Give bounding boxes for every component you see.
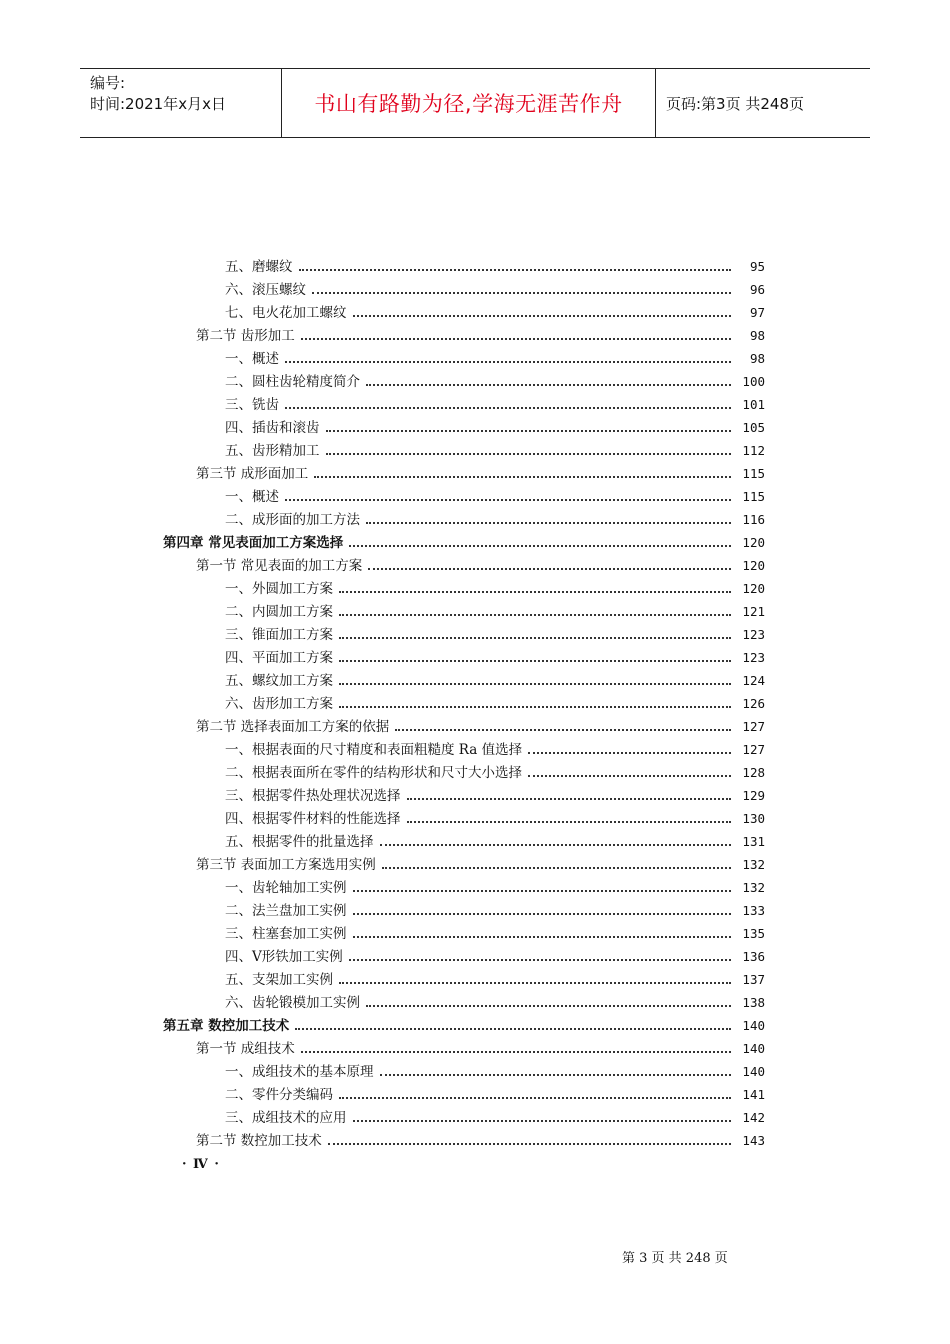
toc-page: 128 <box>742 765 765 780</box>
toc-page: 141 <box>742 1087 765 1102</box>
toc-label: 五、磨螺纹 <box>225 259 293 275</box>
toc-page: 138 <box>742 995 765 1010</box>
toc-entry <box>225 436 765 459</box>
toc-leader <box>353 890 732 892</box>
toc-leader <box>285 407 731 409</box>
toc-leader <box>339 706 731 708</box>
toc-label: 第二节 数控加工技术 <box>196 1133 322 1149</box>
toc-leader <box>353 936 732 938</box>
toc-chapter <box>163 528 765 551</box>
toc-entry <box>225 896 765 919</box>
toc-section <box>196 712 765 735</box>
toc-label: 二、根据表面所在零件的结构形状和尺寸大小选择 <box>225 765 522 781</box>
toc-page: 123 <box>742 650 765 665</box>
toc-label: 四、平面加工方案 <box>225 650 333 666</box>
toc-label: 第五章 数控加工技术 <box>163 1018 290 1034</box>
toc-entry <box>225 482 765 505</box>
time-label: 时间:2021年x月x日 <box>90 95 226 113</box>
toc-page: 135 <box>742 926 765 941</box>
toc-leader <box>353 315 732 317</box>
toc-leader <box>380 1074 732 1076</box>
toc-leader <box>349 959 731 961</box>
toc-entry <box>225 666 765 689</box>
toc-entry <box>225 919 765 942</box>
toc-page: 115 <box>742 489 765 504</box>
toc-label: 第三节 成形面加工 <box>196 466 309 482</box>
toc-page: 143 <box>742 1133 765 1148</box>
toc-section <box>196 551 765 574</box>
toc-leader <box>301 338 731 340</box>
toc-label: 一、齿轮轴加工实例 <box>225 880 347 896</box>
toc-label: 四、V形铁加工实例 <box>225 949 343 965</box>
toc-entry <box>225 597 765 620</box>
toc-page: 98 <box>749 328 765 343</box>
toc-leader <box>295 1028 731 1030</box>
toc-page: 112 <box>742 443 765 458</box>
toc-leader <box>407 821 732 823</box>
toc-chapter <box>163 1011 765 1034</box>
toc-entry <box>225 298 765 321</box>
toc-label: 七、电火花加工螺纹 <box>225 305 347 321</box>
toc-label: 六、滚压螺纹 <box>225 282 306 298</box>
toc-page: 115 <box>742 466 765 481</box>
toc-label: 一、成组技术的基本原理 <box>225 1064 374 1080</box>
toc-page: 133 <box>742 903 765 918</box>
toc-label: 三、铣齿 <box>225 397 279 413</box>
toc-entry <box>225 390 765 413</box>
toc-label: 二、内圆加工方案 <box>225 604 333 620</box>
toc-entry <box>225 781 765 804</box>
toc-label: 二、法兰盘加工实例 <box>225 903 347 919</box>
toc-label: 第三节 表面加工方案选用实例 <box>196 857 376 873</box>
roman-page-number: · Ⅳ · <box>182 1157 220 1172</box>
toc-page: 96 <box>749 282 765 297</box>
toc-label: 第一节 成组技术 <box>196 1041 295 1057</box>
toc-page: 97 <box>749 305 765 320</box>
toc-page: 120 <box>742 535 765 550</box>
toc-page: 120 <box>742 558 765 573</box>
motto: 书山有路勤为径,学海无涯苦作舟 <box>282 69 656 137</box>
toc-entry <box>225 1057 765 1080</box>
header-meta <box>80 69 282 137</box>
toc-label: 第四章 常见表面加工方案选择 <box>163 535 344 551</box>
toc-leader <box>326 430 732 432</box>
toc-leader <box>407 798 732 800</box>
toc-page: 131 <box>742 834 765 849</box>
toc-page: 142 <box>742 1110 765 1125</box>
toc-entry <box>225 827 765 850</box>
toc-label: 一、外圆加工方案 <box>225 581 333 597</box>
toc-entry <box>225 620 765 643</box>
toc-page: 137 <box>742 972 765 987</box>
toc-label: 五、支架加工实例 <box>225 972 333 988</box>
toc-leader <box>339 1097 731 1099</box>
toc-section <box>196 459 765 482</box>
toc-page: 116 <box>742 512 765 527</box>
toc-page: 136 <box>742 949 765 964</box>
toc-leader <box>366 384 731 386</box>
toc-entry <box>225 367 765 390</box>
toc-label: 三、根据零件热处理状况选择 <box>225 788 401 804</box>
toc-leader <box>366 1005 731 1007</box>
toc-page: 100 <box>742 374 765 389</box>
toc-label: 二、圆柱齿轮精度简介 <box>225 374 360 390</box>
toc-leader <box>301 1051 731 1053</box>
toc-leader <box>326 453 732 455</box>
toc-entry <box>225 965 765 988</box>
toc-label: 三、成组技术的应用 <box>225 1110 347 1126</box>
toc-label: 五、齿形精加工 <box>225 443 320 459</box>
toc-entry <box>225 758 765 781</box>
toc-leader <box>328 1143 731 1145</box>
toc-page: 140 <box>742 1041 765 1056</box>
toc-leader <box>285 361 731 363</box>
toc-entry <box>225 413 765 436</box>
toc-section <box>196 321 765 344</box>
toc-page: 127 <box>742 719 765 734</box>
footer-page-count: 第 3 页 共 248 页 <box>622 1251 728 1266</box>
toc-entry <box>225 873 765 896</box>
toc-leader <box>528 752 731 754</box>
toc-leader <box>339 614 731 616</box>
toc-label: 六、齿轮锻模加工实例 <box>225 995 360 1011</box>
toc-label: 一、根据表面的尺寸精度和表面粗糙度 Ra 值选择 <box>225 742 523 758</box>
toc-page: 127 <box>742 742 765 757</box>
toc-leader <box>312 292 731 294</box>
toc-entry <box>225 505 765 528</box>
toc-label: 六、齿形加工方案 <box>225 696 333 712</box>
toc-leader <box>299 269 732 271</box>
toc-leader <box>339 660 731 662</box>
toc-page: 120 <box>742 581 765 596</box>
toc-section <box>196 1034 765 1057</box>
page-code: 页码:第3页 共248页 <box>666 94 804 113</box>
toc-entry <box>225 735 765 758</box>
toc-page: 105 <box>742 420 765 435</box>
toc-label: 二、零件分类编码 <box>225 1087 333 1103</box>
toc-leader <box>382 867 731 869</box>
toc-entry <box>225 275 765 298</box>
toc-entry <box>225 804 765 827</box>
toc-entry <box>225 574 765 597</box>
toc-label: 第二节 齿形加工 <box>196 328 295 344</box>
toc-label: 第二节 选择表面加工方案的依据 <box>196 719 390 735</box>
toc-label: 五、根据零件的批量选择 <box>225 834 374 850</box>
toc-page: 123 <box>742 627 765 642</box>
toc-leader <box>314 476 731 478</box>
toc-leader <box>349 545 731 547</box>
toc-entry <box>225 689 765 712</box>
toc-page: 130 <box>742 811 765 826</box>
toc-entry <box>225 252 765 275</box>
toc-page: 95 <box>749 259 765 274</box>
toc-leader <box>368 568 731 570</box>
toc-leader <box>380 844 732 846</box>
toc-entry <box>225 1080 765 1103</box>
toc-leader <box>339 683 731 685</box>
toc-section <box>196 1126 765 1149</box>
toc-entry <box>225 942 765 965</box>
toc-page: 129 <box>742 788 765 803</box>
toc-label: 第一节 常见表面的加工方案 <box>196 558 363 574</box>
toc-label: 四、根据零件材料的性能选择 <box>225 811 401 827</box>
toc-label: 五、螺纹加工方案 <box>225 673 333 689</box>
toc-entry <box>225 1103 765 1126</box>
toc-label: 四、插齿和滚齿 <box>225 420 320 436</box>
toc-leader <box>339 637 731 639</box>
number-label: 编号: <box>90 74 126 92</box>
toc-page: 140 <box>742 1064 765 1079</box>
toc-page: 101 <box>742 397 765 412</box>
toc-page: 132 <box>742 880 765 895</box>
toc-page: 126 <box>742 696 765 711</box>
toc-leader <box>285 499 731 501</box>
toc-leader <box>353 913 732 915</box>
document-header <box>80 68 870 138</box>
toc-leader <box>353 1120 732 1122</box>
toc-entry <box>225 643 765 666</box>
toc-entry <box>225 344 765 367</box>
toc-label: 二、成形面的加工方法 <box>225 512 360 528</box>
toc-leader <box>395 729 731 731</box>
toc-label: 三、柱塞套加工实例 <box>225 926 347 942</box>
toc-leader <box>366 522 731 524</box>
toc-page: 124 <box>742 673 765 688</box>
toc-page: 121 <box>742 604 765 619</box>
toc-leader <box>339 591 731 593</box>
toc-page: 98 <box>749 351 765 366</box>
toc-page: 132 <box>742 857 765 872</box>
toc-leader <box>528 775 731 777</box>
toc-entry <box>225 988 765 1011</box>
toc-label: 一、概述 <box>225 351 279 367</box>
toc-label: 一、概述 <box>225 489 279 505</box>
toc-label: 三、锥面加工方案 <box>225 627 333 643</box>
toc-page: 140 <box>742 1018 765 1033</box>
toc-leader <box>339 982 731 984</box>
toc-section <box>196 850 765 873</box>
